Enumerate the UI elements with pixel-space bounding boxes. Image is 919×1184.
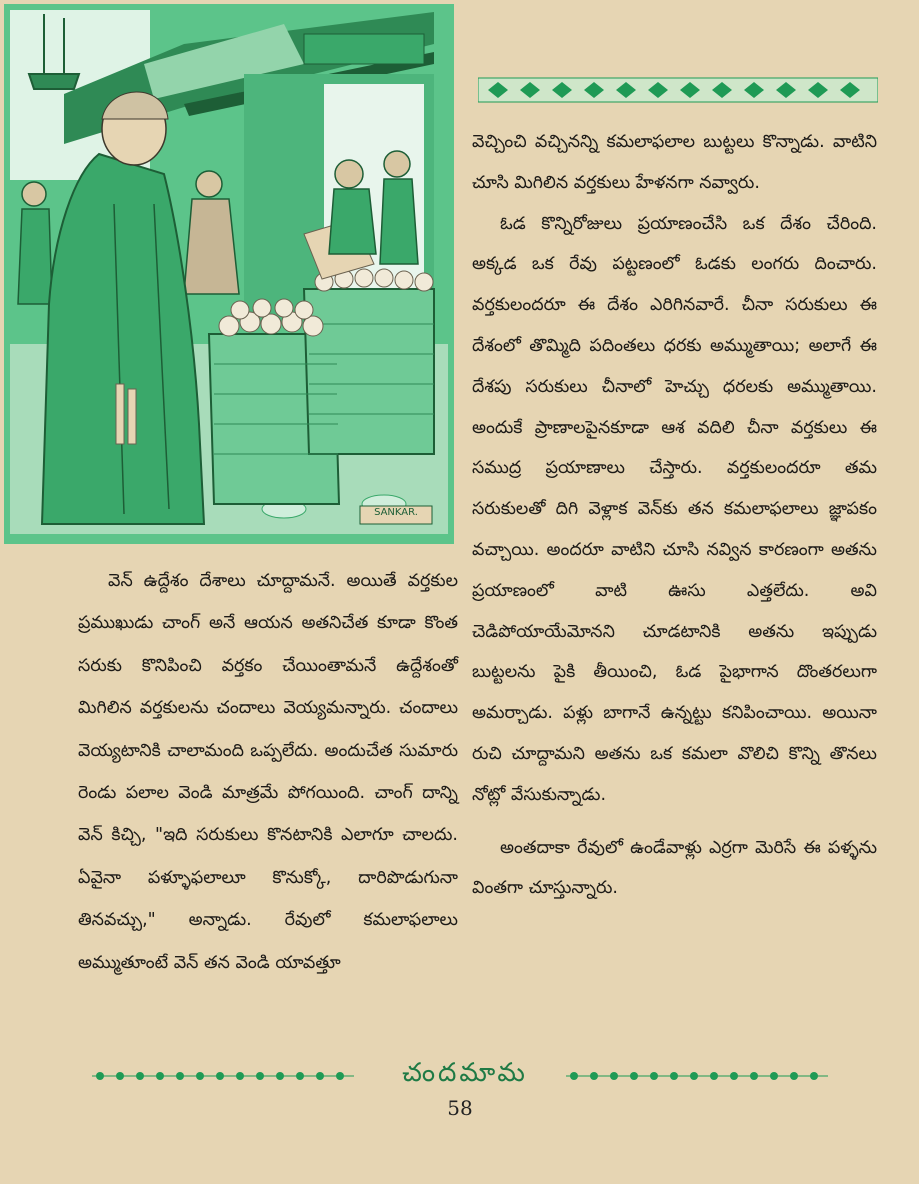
magazine-title: చందమామ [402, 1058, 528, 1088]
story-illustration [4, 4, 454, 544]
paragraph: వెన్ ఉద్దేశం దేశాలు చూద్దామనే. అయితే వర్తకుల ప్రముఖుడు చాంగ్ అనే ఆయన అతనిచేత కూడా కొంత సరుకు కొనిపించి వర్తకం చేయింతామనే ఉద్దేశంతో మిగిలిన వర్తకులను చందాలు వెయ్యమన్నారు. చందాలు వెయ్యటానికి చాలామంది ఒప్పలేదు. అందుచేత సుమారు రెండు పలాల వెండి మాత్రమే పోగయింది. చాంగ్ దాన్ని వెన్ కిచ్చి, "ఇది సరుకులు కొనటానికి ఎలాగూ చాలదు. ఏవైనా పళ్ళూఫలాలూ కొనుక్కో, దారిపొడుగునా తినవచ్చు," అన్నాడు. రేవులో కమలాఫలాలు అమ్ముతూంటే వెన్ తన వెండి యావత్తూ [78, 571, 458, 973]
paragraph: అంతదాకా రేవులో ఉండేవాళ్లు ఎర్రగా మెరిసే ఈ పళ్ళను వింతగా చూస్తున్నారు. [472, 837, 877, 899]
left-text-column [78, 560, 458, 984]
paragraph: ఓడ కొన్నిరోజులు ప్రయాణంచేసి ఒక దేశం చేరింది. అక్కడ ఒక రేవు పట్టణంలో ఓడకు లంగరు దించారు. వర్తకులందరూ ఈ దేశం ఎరిగినవారే. చీనా సరుకులు ఈ దేశంలో తొమ్మిది పదింతలు ధరకు అమ్ముతాయి; అలాగే ఈ దేశపు సరుకులు చీనాలో హెచ్చు ధరలకు అమ్ముతాయి. అందుకే ప్రాణాలపైనకూడా ఆశ వదిలి చీనా వర్తకులు ఈ సముద్ర ప్రయాణాలు చేస్తారు. వర్తకులందరూ తమ సరుకులతో దిగి వెళ్లాక వెన్‌కు తన కమలాఫలాలు జ్ఞాపకం వచ్చాయి. అందరూ వాటిని చూసి నవ్విన కారణంగా అతను ప్రయాణంలో వాటి ఊసు ఎత్తలేదు. అవి చెడిపోయాయేమోనని చూడటానికి అతను ఇప్పుడు బుట్టలను పైకి తీయించి, ఓడ పైభాగాన దొంతరలుగా అమర్చాడు. పళ్లు బాగానే ఉన్నట్టు కనిపించాయి. అయినా రుచి చూద్దామని అతను ఒక కమలా వొలిచి కొన్ని తొనలు నోట్లో వేసుకున్నాడు. [472, 213, 877, 805]
artist-signature: SANKAR. [374, 507, 418, 518]
paragraph: వెచ్చించి వచ్చినన్ని కమలాఫలాల బుట్టలు కొన్నాడు. వాటిని చూసి మిగిలిన వర్తకులు హేళనగా నవ్వారు. [472, 132, 877, 193]
footer-ornament-left [92, 1066, 362, 1086]
page-number: 58 [447, 1096, 473, 1120]
right-text-column [472, 122, 877, 909]
footer-ornament-right [566, 1066, 836, 1086]
top-ornament [478, 72, 878, 108]
